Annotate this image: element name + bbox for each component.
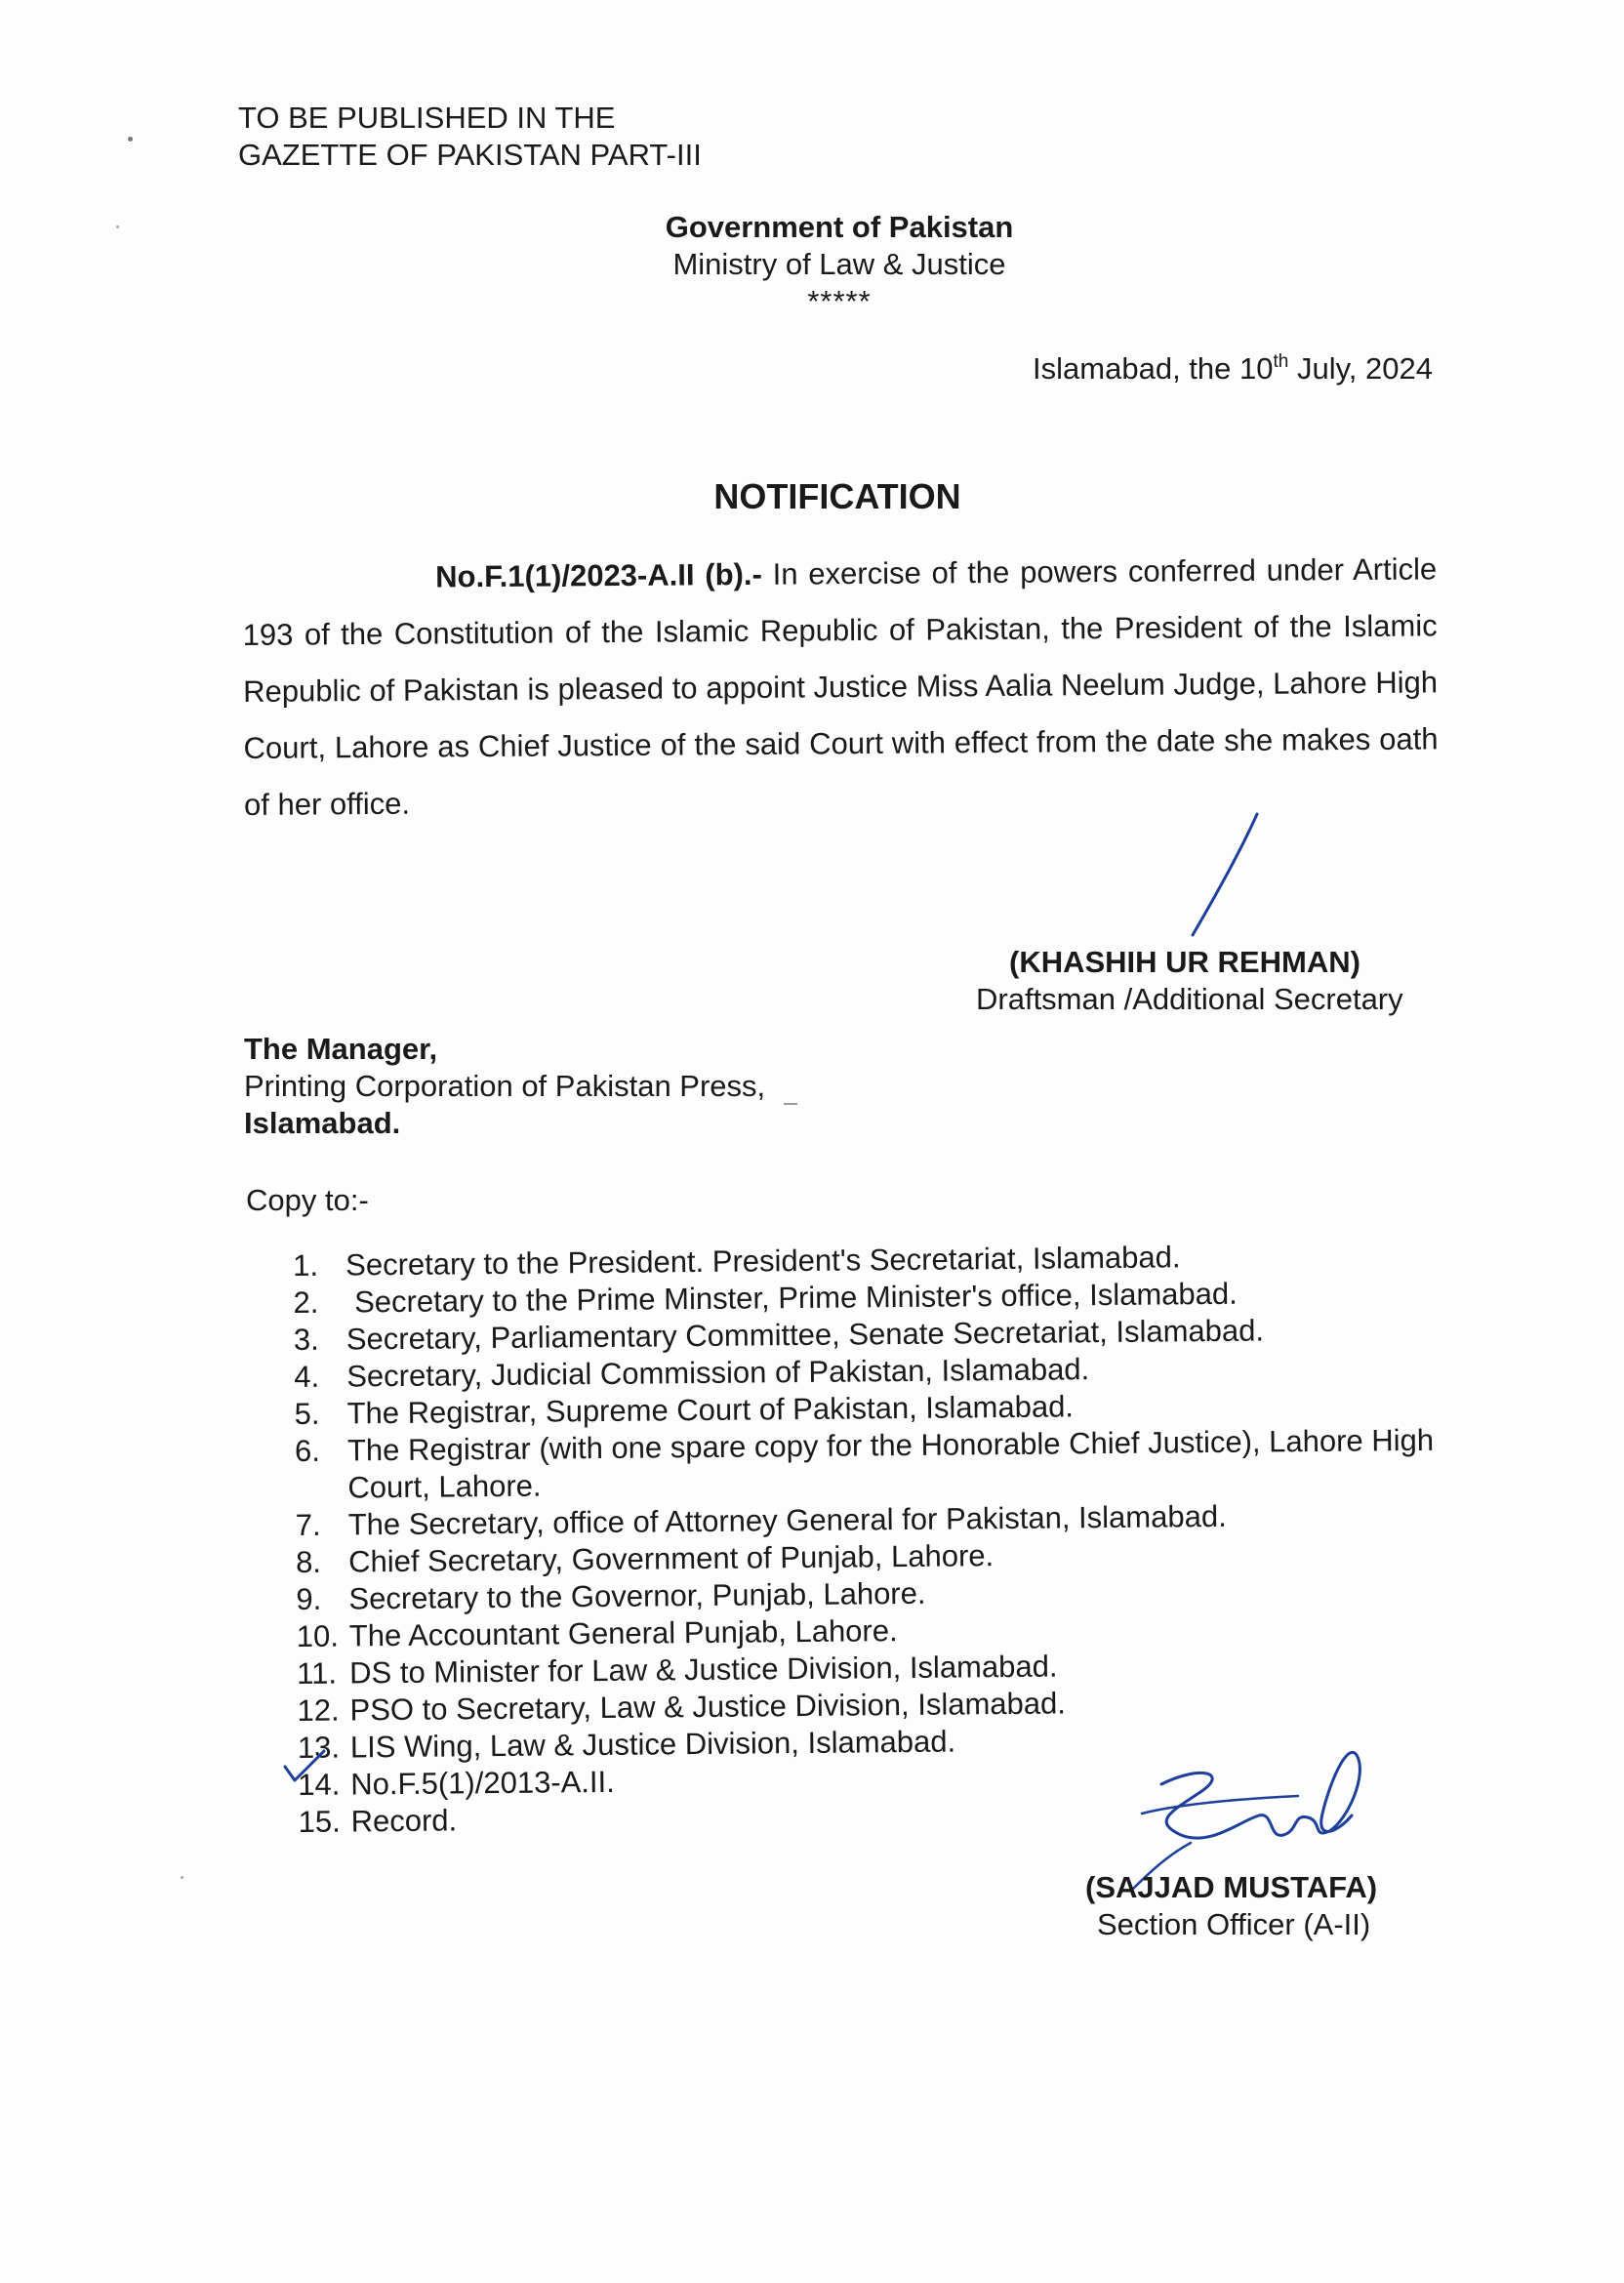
checkmark-icon xyxy=(281,1747,340,1786)
notification-title: NOTIFICATION xyxy=(713,476,961,516)
government-name: Government of Pakistan xyxy=(665,210,1014,244)
publish-line-2: GAZETTE OF PAKISTAN PART-III xyxy=(238,138,702,172)
letterhead xyxy=(586,209,1093,320)
copy-to-label: Copy to:- xyxy=(246,1183,369,1217)
date-ordinal: th xyxy=(1273,351,1289,372)
gazette-notice xyxy=(238,100,702,174)
separator-stars: ***** xyxy=(807,284,872,318)
list-item: 13. LIS Wing, Law & Justice Division, Islamabad. xyxy=(297,1724,956,1765)
list-item: 12. PSO to Secretary, Law & Justice Division, Islamabad. xyxy=(297,1686,1067,1728)
notification-reference: No.F.1(1)/2023-A.II (b).- xyxy=(435,556,762,594)
notification-body xyxy=(242,541,1439,834)
list-item: 10. The Accountant General Punjab, Lahore. xyxy=(296,1613,898,1653)
stray-mark xyxy=(784,1103,797,1105)
date-line xyxy=(1033,351,1433,387)
list-item: 11. DS to Minister for Law & Justice Division, Islamabad. xyxy=(297,1649,1058,1691)
notification-text: In exercise of the powers conferred under Article 193 of the Constitution of the Islamic Republic of Pakistan, the President of the Islamic Republic of Pakistan is pleased to appoint Justice Miss Aalia Neelum Judge, Lahore High Court, Lahore as Chief Justice of the said Court with effect from the date she makes oath of her office. xyxy=(242,551,1439,822)
signatory-1-designation: Draftsman /Additional Secretary xyxy=(976,982,1403,1016)
signature-initial-icon xyxy=(1171,810,1288,947)
scan-speck xyxy=(181,1876,183,1879)
signatory-1-name: (KHASHIH UR REHMAN) xyxy=(1009,945,1360,979)
list-item: 5. The Registrar, Supreme Court of Pakistan, Islamabad. xyxy=(294,1389,1075,1431)
list-item: 7. The Secretary, office of Attorney General for Pakistan, Islamabad. xyxy=(295,1498,1227,1542)
signatory-2-designation: Section Officer (A-II) xyxy=(1097,1907,1371,1941)
date-prefix: Islamabad, the 10 xyxy=(1033,351,1274,386)
scan-speck xyxy=(128,137,133,142)
list-item: 3. Secretary, Parliamentary Committee, Senate Secretariat, Islamabad. xyxy=(293,1313,1265,1357)
list-item: 2. Secretary to the Prime Minster, Prime Minister's office, Islamabad. xyxy=(293,1276,1238,1320)
list-item: 14. No.F.5(1)/2013-A.II. xyxy=(298,1764,615,1802)
addressee-line-1: The Manager, xyxy=(244,1032,438,1066)
date-rest: July, 2024 xyxy=(1288,351,1433,386)
ministry-name: Ministry of Law & Justice xyxy=(672,247,1006,281)
list-item: 1. Secretary to the President. President's Secretariat, Islamabad. xyxy=(293,1240,1181,1283)
scan-speck xyxy=(116,225,119,228)
list-item: 8. Chief Secretary, Government of Punjab, Lahore. xyxy=(295,1538,995,1579)
list-item: 9. Secretary to the Governor, Punjab, Lahore. xyxy=(296,1575,926,1616)
publish-line-1: TO BE PUBLISHED IN THE xyxy=(238,101,616,135)
list-item: 4. Secretary, Judicial Commission of Pakistan, Islamabad. xyxy=(294,1352,1090,1394)
addressee-line-2: Printing Corporation of Pakistan Press, xyxy=(244,1069,766,1103)
addressee-block xyxy=(244,1031,765,1142)
list-item: 15. Record. xyxy=(298,1803,458,1839)
signatory-2-name: (SAJJAD MUSTAFA) xyxy=(1085,1870,1378,1904)
addressee-line-3: Islamabad. xyxy=(244,1106,401,1140)
list-item: 6. The Registrar (with one spare copy for the Honorable Chief Justice), Lahore High Court, Lahore. xyxy=(294,1422,1435,1505)
